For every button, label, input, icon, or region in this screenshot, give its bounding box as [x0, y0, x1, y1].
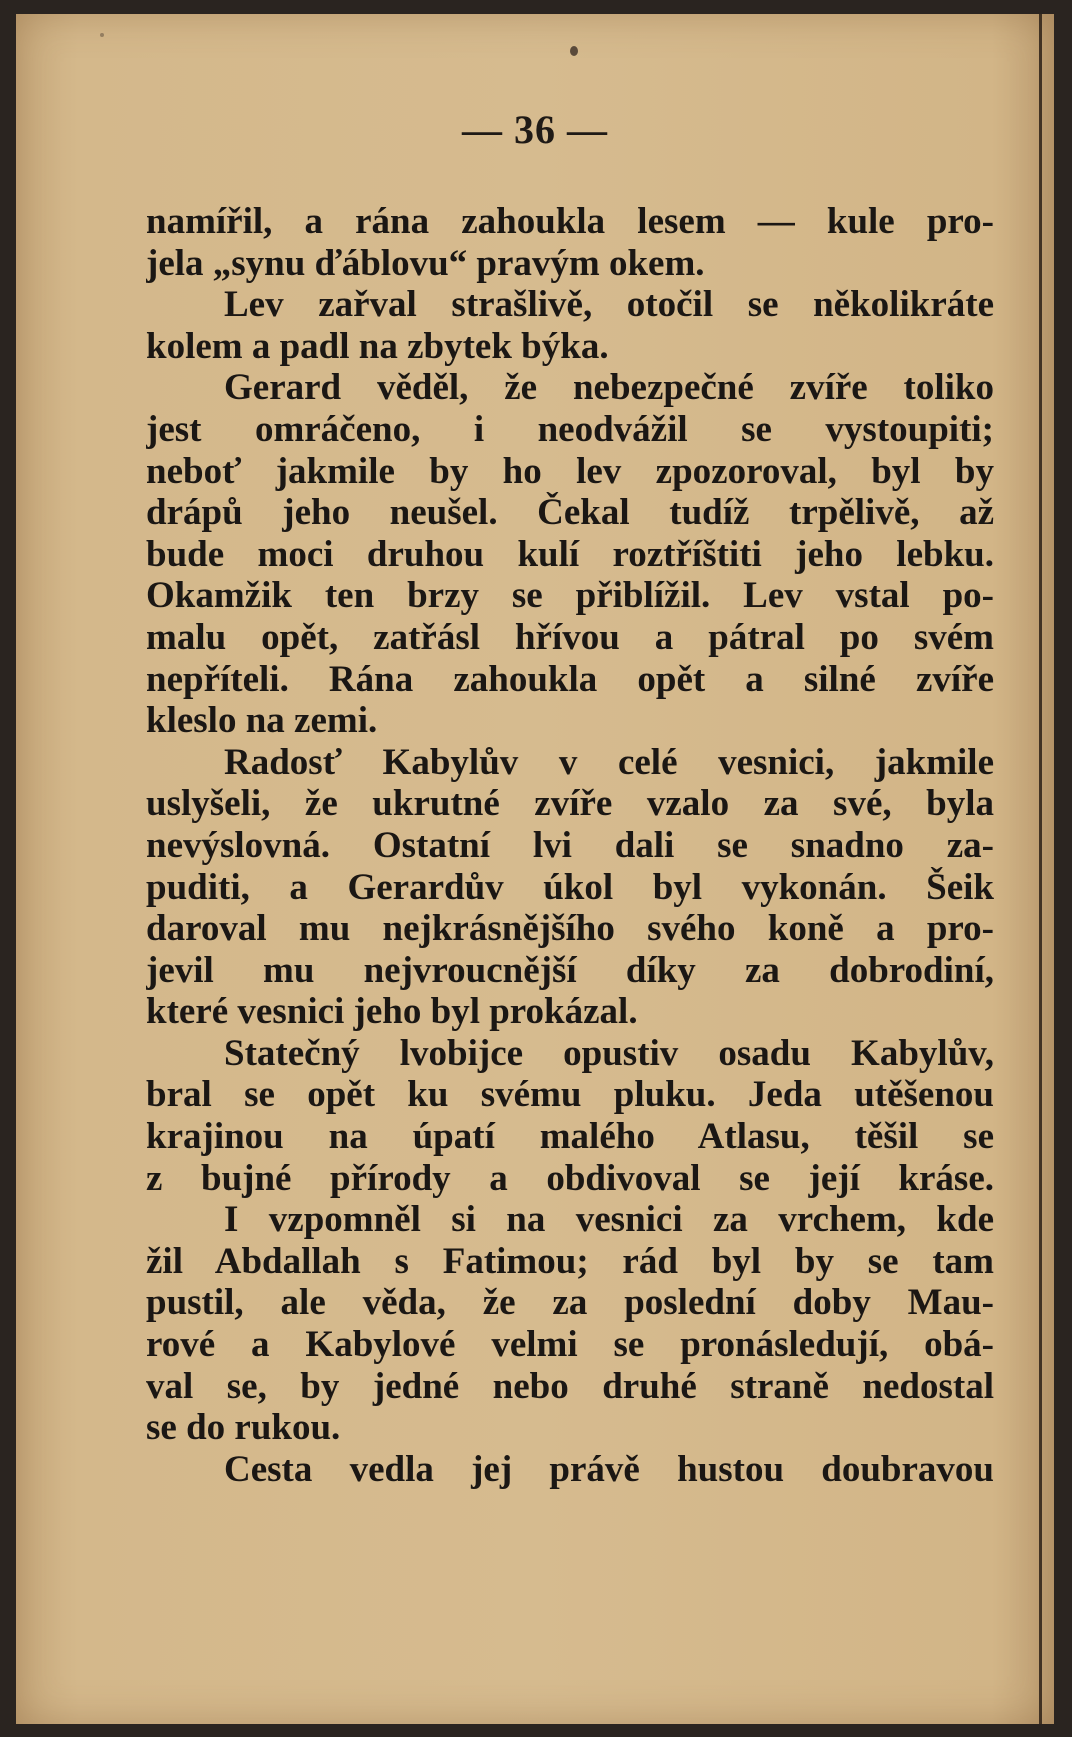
text-line: kleslo na zemi.	[146, 700, 378, 742]
text-line: Cesta vedla jej právě hustou doubravou	[224, 1448, 994, 1490]
text-line: Okamžik ten brzy se přiblížil. Lev vstal po-	[146, 575, 994, 617]
text-line: jevil mu nejvroucnější díky za dobrodiní,	[146, 949, 994, 991]
text-line: Gerard věděl, že nebezpečné zvíře toliko	[224, 367, 994, 409]
text-line: namířil, a rána zahoukla lesem — kule pro-	[146, 201, 994, 242]
text-line: val se, by jedné nebo druhé straně nedostal	[146, 1365, 994, 1407]
ink-spot	[100, 33, 104, 37]
text-line: Radosť Kabylův v celé vesnici, jakmile	[224, 741, 994, 783]
text-line: neboť jakmile by ho lev zpozoroval, byl by	[146, 450, 994, 492]
body-text	[146, 201, 994, 1490]
text-line: puditi, a Gerardův úkol byl vykonán. Šeik	[146, 866, 994, 908]
text-line: malu opět, zatřásl hřívou a pátral po svém	[146, 616, 994, 658]
text-line: žil Abdallah s Fatimou; rád byl by se tam	[146, 1240, 994, 1282]
text-line: kolem a padl na zbytek býka.	[146, 325, 609, 367]
text-line: bral se opět ku svému pluku. Jeda utěšenou	[146, 1074, 994, 1116]
text-line: nevýslovná. Ostatní lvi dali se snadno za-	[146, 824, 994, 866]
text-line: se do rukou.	[146, 1407, 341, 1449]
text-line: jest omráčeno, i neodvážil se vystoupiti;	[146, 408, 994, 450]
text-line: daroval mu nejkrásnějšího svého koně a pro-	[146, 908, 994, 950]
book-page	[16, 14, 1054, 1724]
text-line: Statečný lvobijce opustiv osadu Kabylův,	[224, 1032, 994, 1074]
text-line: rové a Kabylové velmi se pronásledují, obá-	[146, 1324, 994, 1366]
text-line: drápů jeho neušel. Čekal tudíž trpělivě, až	[146, 492, 994, 534]
text-line: Lev zařval strašlivě, otočil se několikráte	[224, 284, 994, 326]
text-line: uslyšeli, že ukrutné zvíře vzalo za své, byla	[146, 783, 994, 825]
text-line: jela „synu ďáblovu“ pravým okem.	[146, 242, 705, 284]
ink-spot	[570, 46, 578, 56]
text-line: pustil, ale věda, že za poslední doby Mau-	[146, 1282, 994, 1324]
page-number: — 36 —	[462, 107, 608, 152]
text-line: nepříteli. Rána zahoukla opět a silné zvíře	[146, 658, 994, 700]
text-line: I vzpomněl si na vesnici za vrchem, kde	[224, 1199, 994, 1241]
text-line: z bujné přírody a obdivoval se její kráse.	[146, 1157, 994, 1199]
text-line: krajinou na úpatí malého Atlasu, těšil se	[146, 1116, 994, 1158]
text-line: bude moci druhou kulí roztříštiti jeho lebku.	[146, 533, 994, 575]
text-line: které vesnici jeho byl prokázal.	[146, 991, 638, 1033]
page-fold-shadow	[1039, 14, 1042, 1724]
